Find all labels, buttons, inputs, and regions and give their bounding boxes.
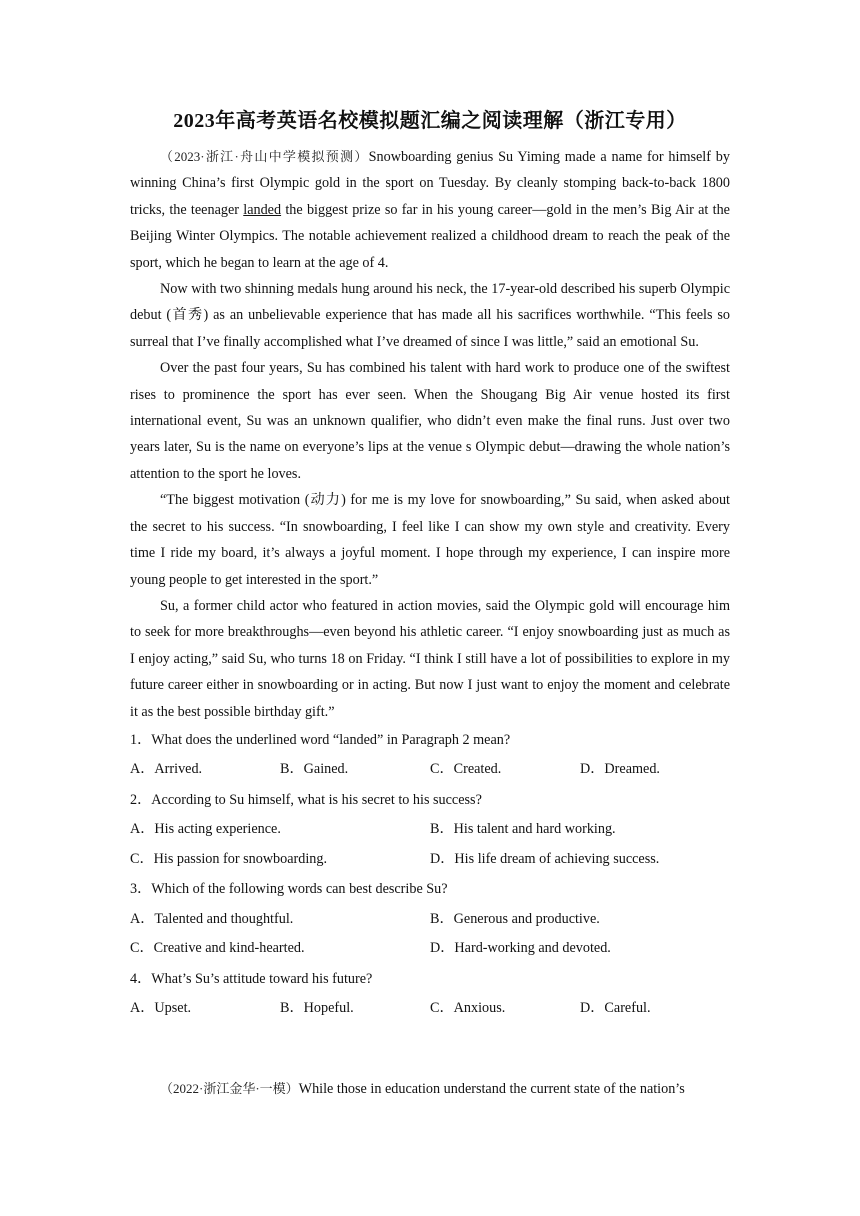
option-a: A．Upset. [130, 1000, 192, 1017]
paragraph-4: “The biggest motivation (动力) for me is my love for snowboarding,” Su said, when asked about the secret to his success. “In snowboarding, I feel like I can show my own style and creativity. Every time I ride my board, it’s always a joyful moment. I hope through my experience, I can inspire more young people to get interested in the sport.” [130, 492, 730, 588]
question-stem: 1．What does the underlined word “landed” in Paragraph 2 mean? [130, 731, 511, 748]
option-a: A．Talented and thoughtful. [130, 910, 294, 927]
question-4 [130, 965, 730, 1024]
options-row [130, 845, 730, 875]
option-b: B．Hopeful. [280, 1000, 354, 1017]
options-row [130, 815, 730, 845]
paragraph-text: While those in education understand the current state of the nation’s [298, 1081, 685, 1097]
document-title: 2023年高考英语名校模拟题汇编之阅读理解（浙江专用） [173, 110, 687, 132]
question-stem: 4．What’s Su’s attitude toward his future? [130, 970, 373, 987]
option-b: B．His talent and hard working. [430, 821, 616, 838]
option-d: D．Hard-working and devoted. [430, 940, 611, 957]
question-3 [130, 875, 730, 964]
option-b: B．Gained. [280, 761, 349, 778]
options-row [130, 934, 730, 964]
option-d: D．His life dream of achieving success. [430, 850, 660, 867]
question-1 [130, 726, 730, 785]
paragraph-text: Snowboarding genius Su Yiming made a name for himself by winning China’s first Olympic gold in the sport on Tuesday. By cleanly stomping back-to-back 1800 tricks, the teenager [130, 149, 730, 218]
option-c: C．Anxious. [430, 1000, 506, 1017]
option-d: D．Dreamed. [580, 761, 660, 778]
underlined-word: landed [243, 201, 282, 218]
options-row [130, 755, 730, 785]
source-label: （2022·浙江金华·一模） [160, 1081, 299, 1096]
paragraph-1 [130, 144, 730, 276]
options-row [130, 905, 730, 935]
option-b: B．Generous and productive. [430, 910, 600, 927]
option-a: A．His acting experience. [130, 821, 281, 838]
option-d: D．Careful. [580, 1000, 651, 1017]
passage-2-start [130, 1076, 730, 1102]
paragraph-text: the biggest prize so far in his young career—gold in the men’s Big Air at the Beijing Winter Olympics. The notable achievement realized a childhood dream to reach the peak of the sport, which he began to learn at the age of 4. [130, 201, 730, 271]
passage-1 [130, 144, 730, 1024]
option-c: C．Creative and kind-hearted. [130, 940, 305, 957]
question-stem: 3．Which of the following words can best describe Su? [130, 881, 448, 898]
option-c: C．His passion for snowboarding. [130, 850, 328, 867]
source-label: （2023·浙江·舟山中学模拟预测） [160, 149, 369, 164]
paragraph-2: Now with two shinning medals hung around his neck, the 17-year-old described his superb Olympic debut (首秀) as an unbelievable experience that has made all his sacrifices worthwhile. “This feels so surreal that I’ve finally accomplished what I’ve dreamed of since I was little,” said an emotional Su. [130, 281, 730, 350]
option-c: C．Created. [430, 761, 502, 778]
option-a: A．Arrived. [130, 761, 203, 778]
question-2 [130, 786, 730, 875]
paragraph-5: Su, a former child actor who featured in action movies, said the Olympic gold will encourage him to seek for more breakthroughs—even beyond his athletic career. “I enjoy snowboarding just as much as I enjoy acting,” said Su, who turns 18 on Friday. “I think I still have a lot of possibilities to explore in my future career either in snowboarding or in acting. But now I just want to enjoy the moment and celebrate it as the best possible birthday gift.” [130, 597, 730, 720]
paragraph-3: Over the past four years, Su has combined his talent with hard work to produce one of the swiftest rises to prominence the sport has ever seen. When the Shougang Big Air venue hosted its first international event, Su was an unknown qualifier, who didn’t even make the final runs. Just over two years later, Su is the name on everyone’s lips at the venue s Olympic debut—drawing the whole nation’s attention to the sport he loves. [130, 360, 730, 482]
question-stem: 2．According to Su himself, what is his secret to his success? [130, 791, 482, 808]
options-row [130, 994, 730, 1024]
